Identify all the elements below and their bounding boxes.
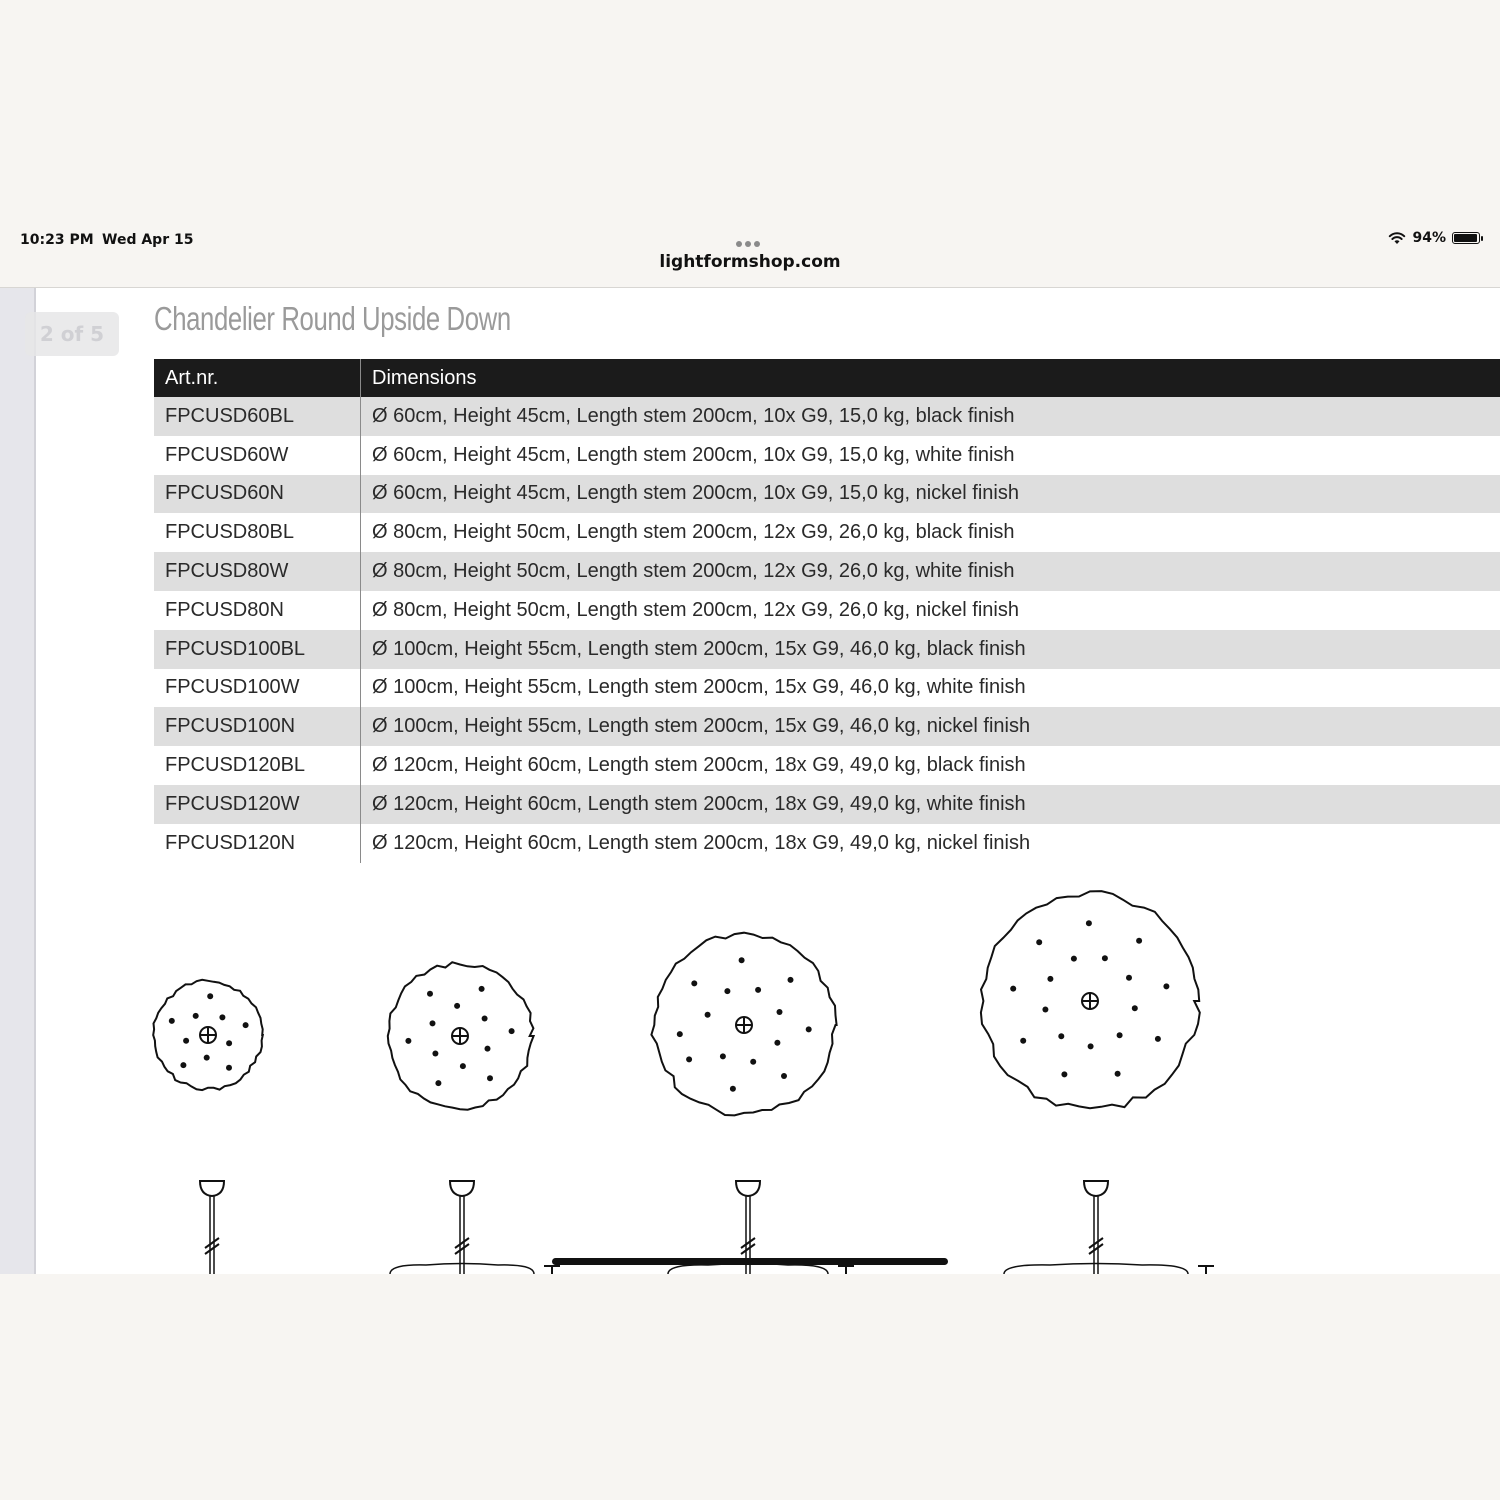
spec-table <box>154 359 1500 863</box>
table-row <box>154 552 1500 591</box>
table-row <box>154 669 1500 708</box>
status-date: Wed Apr 15 <box>102 232 194 248</box>
table-row <box>154 746 1500 785</box>
table-body <box>154 397 1500 863</box>
battery-fill <box>1454 234 1477 242</box>
cell-artnr: FPCUSD100N <box>154 707 361 746</box>
cell-dimensions: Ø 60cm, Height 45cm, Length stem 200cm, 10x G9, 15,0 kg, black finish <box>361 397 1500 436</box>
wifi-icon <box>1388 231 1406 245</box>
table-row <box>154 824 1500 863</box>
cell-artnr: FPCUSD80BL <box>154 513 361 552</box>
cell-artnr: FPCUSD120W <box>154 785 361 824</box>
cell-artnr: FPCUSD120N <box>154 824 361 863</box>
chandelier-side-view-icon <box>200 1181 224 1274</box>
cell-artnr: FPCUSD60BL <box>154 397 361 436</box>
table-row <box>154 707 1500 746</box>
cell-dimensions: Ø 80cm, Height 50cm, Length stem 200cm, 12x G9, 26,0 kg, nickel finish <box>361 591 1500 630</box>
chandelier-top-view-80-icon <box>388 962 534 1109</box>
more-dots-icon[interactable] <box>736 235 764 243</box>
chandelier-side-view-icon <box>1004 1181 1214 1274</box>
column-header-artnr: Art.nr. <box>154 359 361 397</box>
cell-dimensions: Ø 80cm, Height 50cm, Length stem 200cm, 12x G9, 26,0 kg, white finish <box>361 552 1500 591</box>
pdf-page[interactable] <box>36 288 1500 1274</box>
chandelier-top-view-60-icon <box>153 980 263 1090</box>
table-row <box>154 436 1500 475</box>
cell-dimensions: Ø 80cm, Height 50cm, Length stem 200cm, 12x G9, 26,0 kg, black finish <box>361 513 1500 552</box>
table-row <box>154 397 1500 436</box>
column-header-dimensions: Dimensions <box>361 359 1500 397</box>
battery-icon <box>1452 232 1480 244</box>
cell-artnr: FPCUSD60N <box>154 475 361 514</box>
cell-dimensions: Ø 120cm, Height 60cm, Length stem 200cm, 18x G9, 49,0 kg, nickel finish <box>361 824 1500 863</box>
page-indicator: 2 of 5 <box>25 312 119 356</box>
table-row <box>154 475 1500 514</box>
cell-artnr: FPCUSD100W <box>154 669 361 708</box>
cell-artnr: FPCUSD60W <box>154 436 361 475</box>
cell-dimensions: Ø 100cm, Height 55cm, Length stem 200cm, 15x G9, 46,0 kg, white finish <box>361 669 1500 708</box>
pdf-left-gutter <box>0 288 36 1274</box>
table-row <box>154 785 1500 824</box>
cell-artnr: FPCUSD100BL <box>154 630 361 669</box>
cell-dimensions: Ø 100cm, Height 55cm, Length stem 200cm, 15x G9, 46,0 kg, black finish <box>361 630 1500 669</box>
chandelier-top-view-120-icon <box>981 891 1200 1108</box>
bottom-background <box>0 1274 1500 1500</box>
cell-artnr: FPCUSD80N <box>154 591 361 630</box>
cell-dimensions: Ø 120cm, Height 60cm, Length stem 200cm, 18x G9, 49,0 kg, black finish <box>361 746 1500 785</box>
cell-dimensions: Ø 60cm, Height 45cm, Length stem 200cm, 10x G9, 15,0 kg, white finish <box>361 436 1500 475</box>
chandelier-side-view-icon <box>390 1181 560 1274</box>
cell-artnr: FPCUSD80W <box>154 552 361 591</box>
table-header-row <box>154 359 1500 397</box>
technical-drawings <box>36 868 1500 1274</box>
table-row <box>154 591 1500 630</box>
cell-dimensions: Ø 100cm, Height 55cm, Length stem 200cm, 15x G9, 46,0 kg, nickel finish <box>361 707 1500 746</box>
url-bar[interactable]: lightformshop.com <box>659 252 841 272</box>
cell-artnr: FPCUSD120BL <box>154 746 361 785</box>
table-row <box>154 513 1500 552</box>
cell-dimensions: Ø 120cm, Height 60cm, Length stem 200cm, 18x G9, 49,0 kg, white finish <box>361 785 1500 824</box>
status-time: 10:23 PM <box>20 232 94 248</box>
document-title: Chandelier Round Upside Down <box>154 300 511 337</box>
cell-dimensions: Ø 60cm, Height 45cm, Length stem 200cm, 10x G9, 15,0 kg, nickel finish <box>361 475 1500 514</box>
horizontal-scrollbar[interactable] <box>552 1258 948 1265</box>
chandelier-top-view-100-icon <box>651 933 836 1116</box>
table-row <box>154 630 1500 669</box>
battery-percent: 94% <box>1412 230 1446 246</box>
status-bar <box>0 225 1500 255</box>
